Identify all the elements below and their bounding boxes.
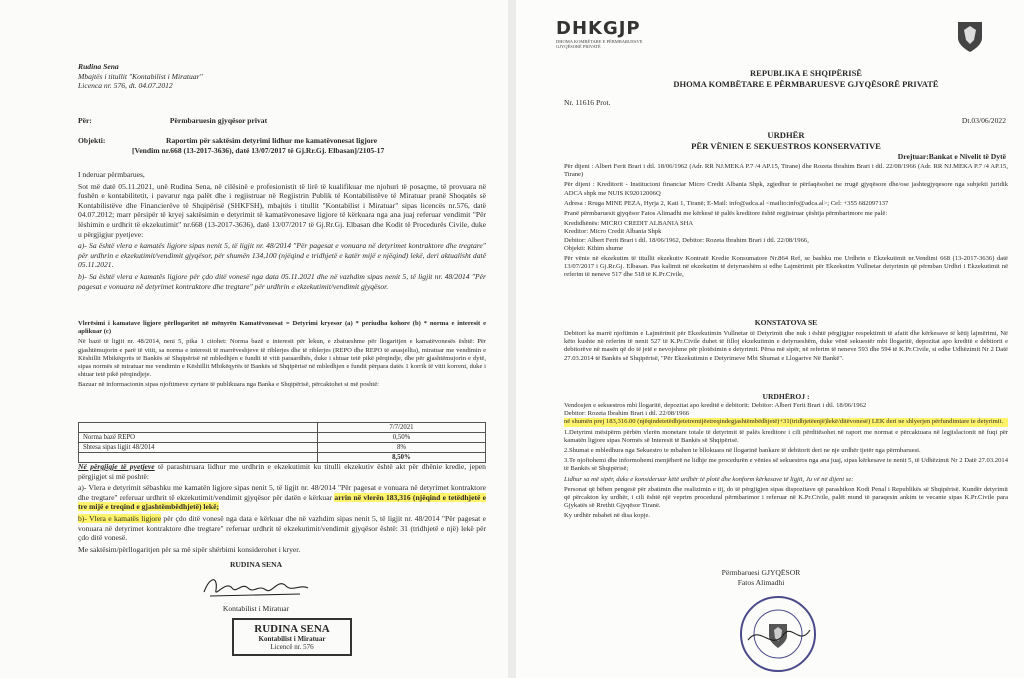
urdheroj-block xyxy=(564,402,1008,523)
republic-title: REPUBLIKA E SHQIPËRISË xyxy=(750,68,862,78)
formula-body: Në bazë të ligjit nr. 48/2014, neni 5, pika 1 citohet: Norma bazë e interesit për lekun, e zbatueshme për llogaritjen e kamatëvonesës është: Për gjashtëmujorin e parë të vitit, sa norma e interesit të marrëveshjeve të riblerjes dhe të riblerjes (REPO dhe REPO të anasjellta), miratuar me vendimin e Këshillit Mbikëqyrës të Bankës së Shqipërisë në mbledhjen e fundit të vitit paraardhës, duke i shtuar tetë pikë përqindje, dhe për gjashtëmujorin e dytë, sipas normës së miratuar me vendimin e Këshillit Mbikëqyrës të Bankës së Shqipërisë në mbledhjen e fundit përpara datës 1 korrik të vitit korrent, duke i shtuar tetë pikë përqindjeje. xyxy=(78,338,486,379)
to-label: Për: xyxy=(78,116,92,125)
answers-heading: Në përgjigje të pyetjeve xyxy=(78,462,155,471)
answers-block xyxy=(78,462,486,556)
to-value: Përmbaruesin gjyqësor privat xyxy=(169,116,268,125)
object-label: Objekti: xyxy=(78,136,106,145)
protocol-number: Nr. 11616 Prot. xyxy=(564,98,611,107)
intro-paragraph: Sot më datë 05.11.2021, unë Rudina Sena, në cilësinë e profesionistit të lirë të kualifikuar me njohuri të posaçme, të provuara në fushën e kontabilitetit, i pavarur nga palët dhe i regjistruar në Regjistrin Publik të Kontabilistëve të Miratuar pranë Shoqatës së Kontabilistëve dhe Financierëve të Shqipërisë (SHKFSH), mbajtës i titullit "Kontabilist i Miratuar" sipas licencës nr.576, datë 04.07.2012; marr përsipër të kryej saktësimin e detyrimit të kamatëvonesave ligjore të kërkuara nga ana juaj referuar vendimit "Për lëshimin e urdhrit të ekzekutimit" nr.668 (13-2017-3636), datë 13/07/2017 të Gj.Rr.Gj. Elbasan dhe Kodit të Procedurës Civile, duke u përgjigjur pyetjeve: xyxy=(78,181,486,239)
rates-table xyxy=(78,422,486,463)
left-document-page xyxy=(0,0,508,678)
case-creditor: Kreditor: Micro Credit Albania Shpk xyxy=(564,228,662,236)
title-line-1: URDHËR xyxy=(767,130,805,140)
order-date: Dt.03/06/2022 xyxy=(961,116,1006,125)
table-row xyxy=(79,443,486,453)
answer-b xyxy=(78,514,486,543)
table-cell xyxy=(79,453,318,463)
konstatova-heading: KONSTATOVA SE xyxy=(754,318,818,327)
answer-a-highlight: arrin në vlerën 183,316 (njëqind e tetëdhjetë e tre mijë e treqind e gjashtëmbëdhjetë) lekë; xyxy=(78,492,486,512)
question-b: b)- Sa është vlera e kamatës ligjore për çdo ditë vonesë nga data 05.11.2021 dhe në vazhdim sipas nenit 5, të ligjit nr. 48/2014 "Për pagesat e vonuara në detyrimet kontraktore dhe tregtare" për urdhrin e ekzekutimit/vendimit gjyqësor. xyxy=(78,271,486,291)
body-intro xyxy=(78,170,486,293)
execution-text: Për vënie në ekzekutim të titullit ekzekutiv Kontratë Kredie Konsumatore Nr.864 Ref, se bashku me Urdhrin e Ekzekutimit nr.Vendimi 668 (13-2017-3636) datë 13/07/2017 i Gj.Rr.Gj. Elbasan. Pas kalimit në ekzekutim të detyrueshëm si edhe Lajmërimit për Ekzekutim Vullnetar detyrimin që përmban Urdhri i Ekzekutimit në referim të neneve 517 dhe 518 të K.Pr.Civile, xyxy=(564,255,1008,279)
right-document-page xyxy=(516,0,1024,678)
to-line xyxy=(78,116,478,126)
chamber-title: DHOMA KOMBËTARE E PËRMBARUESVE GJYQËSORË PRIVATË xyxy=(673,79,939,89)
table-row xyxy=(79,433,486,443)
table-cell: Norma bazë REPO xyxy=(79,433,318,443)
answer-a-text: a)- Vlera e detyrimit sëbashku me kamatën ligjore sipas nenit 5, të ligjit nr. 48/2014 "Për pagesat e vonuara në detyrimet kontraktore dhe tregtare" referuar urdhrit të ekzekutimit/vendimit gjyqësor për datën e kërkuar xyxy=(78,483,486,502)
table-cell: 7/7/2021 xyxy=(318,423,486,433)
case-lender: Kredidhënës: MICRO CREDIT ALBANIA SHA xyxy=(564,220,694,228)
seizure-target: Vendosjen e sekuestros mbi llogaritë, depozitat apo kreditë e debitorit: Debitor: Albert Ferit Brari i dtl. 18/06/1962 xyxy=(564,402,867,409)
case-intro: Pranë përmbaruesit gjyqësor Fatos Alimadhi me kërkesë të palës kreditore është regjistruar çështja përmbarimore me palë: xyxy=(564,210,888,218)
signer-role: Përmbaruesi GJYQËSOR xyxy=(721,568,801,577)
object-line-2: [Vendim nr.668 (13-2017-3636), datë 13/07/2017 të Gj.Rr.Gj. Elbasan]/2105-17 xyxy=(132,145,385,155)
protocol-row xyxy=(564,98,984,108)
notice-block xyxy=(564,163,1008,282)
answer-b-highlight: b)- Vlera e kamatës ligjore xyxy=(78,513,162,523)
order-warning: Personat që bëhen pengesë për zbatimin dhe realizimin e tij, do të përgjigjen sipas dispozitave që parashikon Kodi Penal i Republikës së Shqipërisë. Kundër detyrimit që përcakton ky urdhër, i cili është një veprim procedural përmbarimor i referuar në K.Pr.Civile, palët mund të paraqesin ankim te vecante sipas K.Pr.Civile para Gjykatës së Rrethit Gjyqësor Tiranë. xyxy=(564,485,1008,510)
case-object: Objekti: Kthim shume xyxy=(564,244,623,252)
formula-note: Bazuar në informacionin sipas njoftimeve zyrtare të publikuara nga Banka e Shqipërisë, përcaktohet si më poshtë: xyxy=(78,381,380,389)
header-titles xyxy=(646,68,966,90)
logo-wordmark: DHKGJP xyxy=(556,18,641,39)
formula-block xyxy=(78,320,486,392)
bailiff-signature xyxy=(706,568,816,587)
order-point-2: 2.Shumat e mbledhura nga Sekuestro te mbahen te bllokuara në llogarinë bankare të debitorit deri ne nje urdhër tjetër nga përmbaruesi. xyxy=(564,447,921,455)
order-point-1: 1.Detyrimi mësipërm përbën vlerën monetare totale të detyrimit të palës kreditore i cili përditësohet në raport me normat e përcaktuara në legjislacionit në fuqi për kamatën ligjore sipas Normës së Interesit të Bankës së Shqipërisë. xyxy=(564,428,1008,444)
order-notice: Lidhur sa më sipër, duke e konsideruar këtë urdhër të plotë dhe konform kërkesave të ligjit, Ju vë në dijeni se: xyxy=(564,475,854,483)
notice-address: Adresa : Rruga MINE PEZA, Hyrja 2, Kati 1, Tiranë; E-Mail: info@adca.al <mailto:info@adca.al>; Cel: +355 682097137 xyxy=(564,199,889,207)
official-seal xyxy=(738,594,818,674)
answer-b-text: për çdo ditë vonesë nga data e kërkuar dhe në vazhdim sipas nenit 5, të ligjit nr. 48/2014 "Për pagesat e vonuara në detyrimet kontraktore dhe tregtare" referuar urdhrit të ekzekutimit/vendimit gjyqësor është: 31 (tridhjetë e një) lekë për çdo ditë vonesë. xyxy=(78,513,486,543)
logo-subtitle: DHOMA KOMBËTARE E PËRMBARUESVE GJYQËSORË PRIVATË xyxy=(556,39,643,49)
answers-intro xyxy=(78,462,486,481)
answer-a xyxy=(78,483,486,512)
signer-name: Fatos Alimadhi xyxy=(737,577,785,587)
formula-heading: Vlerësimi i kamatave ligjore përllogaritet në mënyrën Kamatëvonesat = Detyrimi kryesor (a) * periudha kohore (b) * norma e interesit e aplikuar (c) xyxy=(78,320,486,336)
object-line-1: Raportim për saktësim detyrimi lidhur me kamatëvonesat ligjore xyxy=(166,136,378,145)
table-row xyxy=(79,423,486,433)
stamp-licence: Licencë nr. 576 xyxy=(270,643,314,651)
author-title: Mbajtës i titullit "Kontabilist i Miratuar" xyxy=(78,71,203,81)
case-debtors: Debitor: Albert Ferit Brari i dtl. 18/06/1962, Debitor: Rozeta Ibrahim Brari i dtl. 22/08/1966, xyxy=(564,236,809,244)
notice-debtors: Për dijeni : Albert Ferit Brari i dtl. 18/06/1962 (Adr. RR NJ.MEKA P.7 /4 AP.15, Tirane) dhe Rozeta Ibrahim Brari i dtl. 22/08/1966 (Adr. RR NJ.MEKA P.7 /4 AP.15, Tirane) xyxy=(564,163,1008,179)
page-divider xyxy=(508,0,516,678)
closing-line: Me saktësim/përllogaritjen për sa më sipër shërbimi konsiderohet i kryer. xyxy=(78,544,301,554)
table-cell xyxy=(79,423,318,433)
konstatova-text: Debitori ka marrë njoftimin e Lajmërimit për Ekzekutimin Vullnetar të Detyrimit dhe nuk i është përgjigjur respektimit të afatit dhe kërkesave të këtij lajmërimi, Në këto kushte në referim të nenit 527 të K.Pr.Civile duhet të filloj ekzekutimin e detyrueshëm, duke vënë sekuestër mbi llogaritë, depozitat apo kreditë e debitorit e debitorëve në masën që do të jetë e nevojshme për plotësimin e detyrimit. Përsa më sipër, në referim të neneve 593 dhe 594 të K.Pr.Civile, si edhe Udhëzimit Nr 2 Datë 27.03.2014 të Bankës së Shqipërisë, "Për Ekzekutimin e Detyrimeve Mbi Shumat e Llogarive Në Bankë". xyxy=(564,330,1008,362)
stamp-role: Kontabilist i Miratuar xyxy=(258,635,326,643)
seizure-amount: në shumën prej 183,316.00 (njëqindetetëdhjetetremijëetreqindegjashtëmbëdhjetë)+31(tridhjetëenjë)lekë/ditëvonesë) LEK deri ne shlyerjen përfundimtare te detyrimit. xyxy=(564,418,1008,426)
notice-creditor: Për dijeni : Kreditorit - Institucioni financiar Micro Credit Albania Shpk, zgjedhur te përfaqësohet ne rrugë gjyqësore dhe/ose jashtegjyqesore nga subjekti juridik ADCA shpk me NUIS K92012006Q xyxy=(564,181,1008,197)
order-title xyxy=(616,130,956,151)
sign-name: RUDINA SENA xyxy=(229,560,283,569)
author-name: Rudina Sena xyxy=(78,62,119,71)
greeting: I nderuar përmbarues, xyxy=(78,170,145,179)
handwritten-signature xyxy=(196,570,316,602)
question-a: a)- Sa është vlera e kamatës ligjore sipas nenit 5, të ligjit nr. 48/2014 "Për pagesat e vonuara në detyrimet kontraktore dhe tregtare" për urdhrin e ekzekutimit/vendimit gjyqësor, për shumën 134,100 (njëqind e tridhjetë e katër mijë e njëqind) lekë, deri aktualisht datë 05.11.2021. xyxy=(78,241,486,270)
author-licence: Licenca nr. 576, dt. 04.07.2012 xyxy=(78,81,173,91)
answers-intro-text: të parashtruara lidhur me urdhrin e ekzekutimit ku titulli ekzekutiv është akt për dhënie kredie, jepen përgjigjet si më poshtë: xyxy=(78,462,486,481)
addressee: Drejtuar:Bankat e Nivelit të Dytë xyxy=(897,152,1006,161)
chamber-logo xyxy=(556,18,666,49)
order-copies: Ky urdhër mbahet në disa kopje. xyxy=(564,512,651,520)
sign-role: Kontabilist i Miratuar xyxy=(222,604,290,614)
table-row xyxy=(79,453,486,463)
seizure-debtor-2: Debitor: Rozeta Ibrahim Brari i dtl. 22/08/1966 xyxy=(564,410,690,418)
urdheroj-heading: URDHËROJ : xyxy=(762,392,810,401)
order-point-3: 3.Te njoftohemi dhe informohemi menjëherë ne lidhje me procedurën e vënies së sekuestros nga ana juaj, sipas kërkesave te nenit 5, të Udhëzimit Nr 2 Datë 27.03.2014 të Bankës së Shqipërisë; xyxy=(564,457,1008,473)
object-block xyxy=(78,136,488,155)
licence-stamp xyxy=(232,618,352,656)
title-line-2: PËR VËNIEN E SEKUESTROS KONSERVATIVE xyxy=(691,140,881,151)
signature-block xyxy=(196,560,316,614)
author-block xyxy=(78,62,338,91)
table-cell: 0,50% xyxy=(318,433,486,443)
table-cell: Shtesa sipas ligjit 48/2014 xyxy=(79,443,318,453)
coat-of-arms-icon xyxy=(956,20,984,54)
table-cell: 8% xyxy=(318,443,486,453)
table-cell: 8,50% xyxy=(318,453,486,463)
stamp-name: RUDINA SENA xyxy=(254,623,330,635)
